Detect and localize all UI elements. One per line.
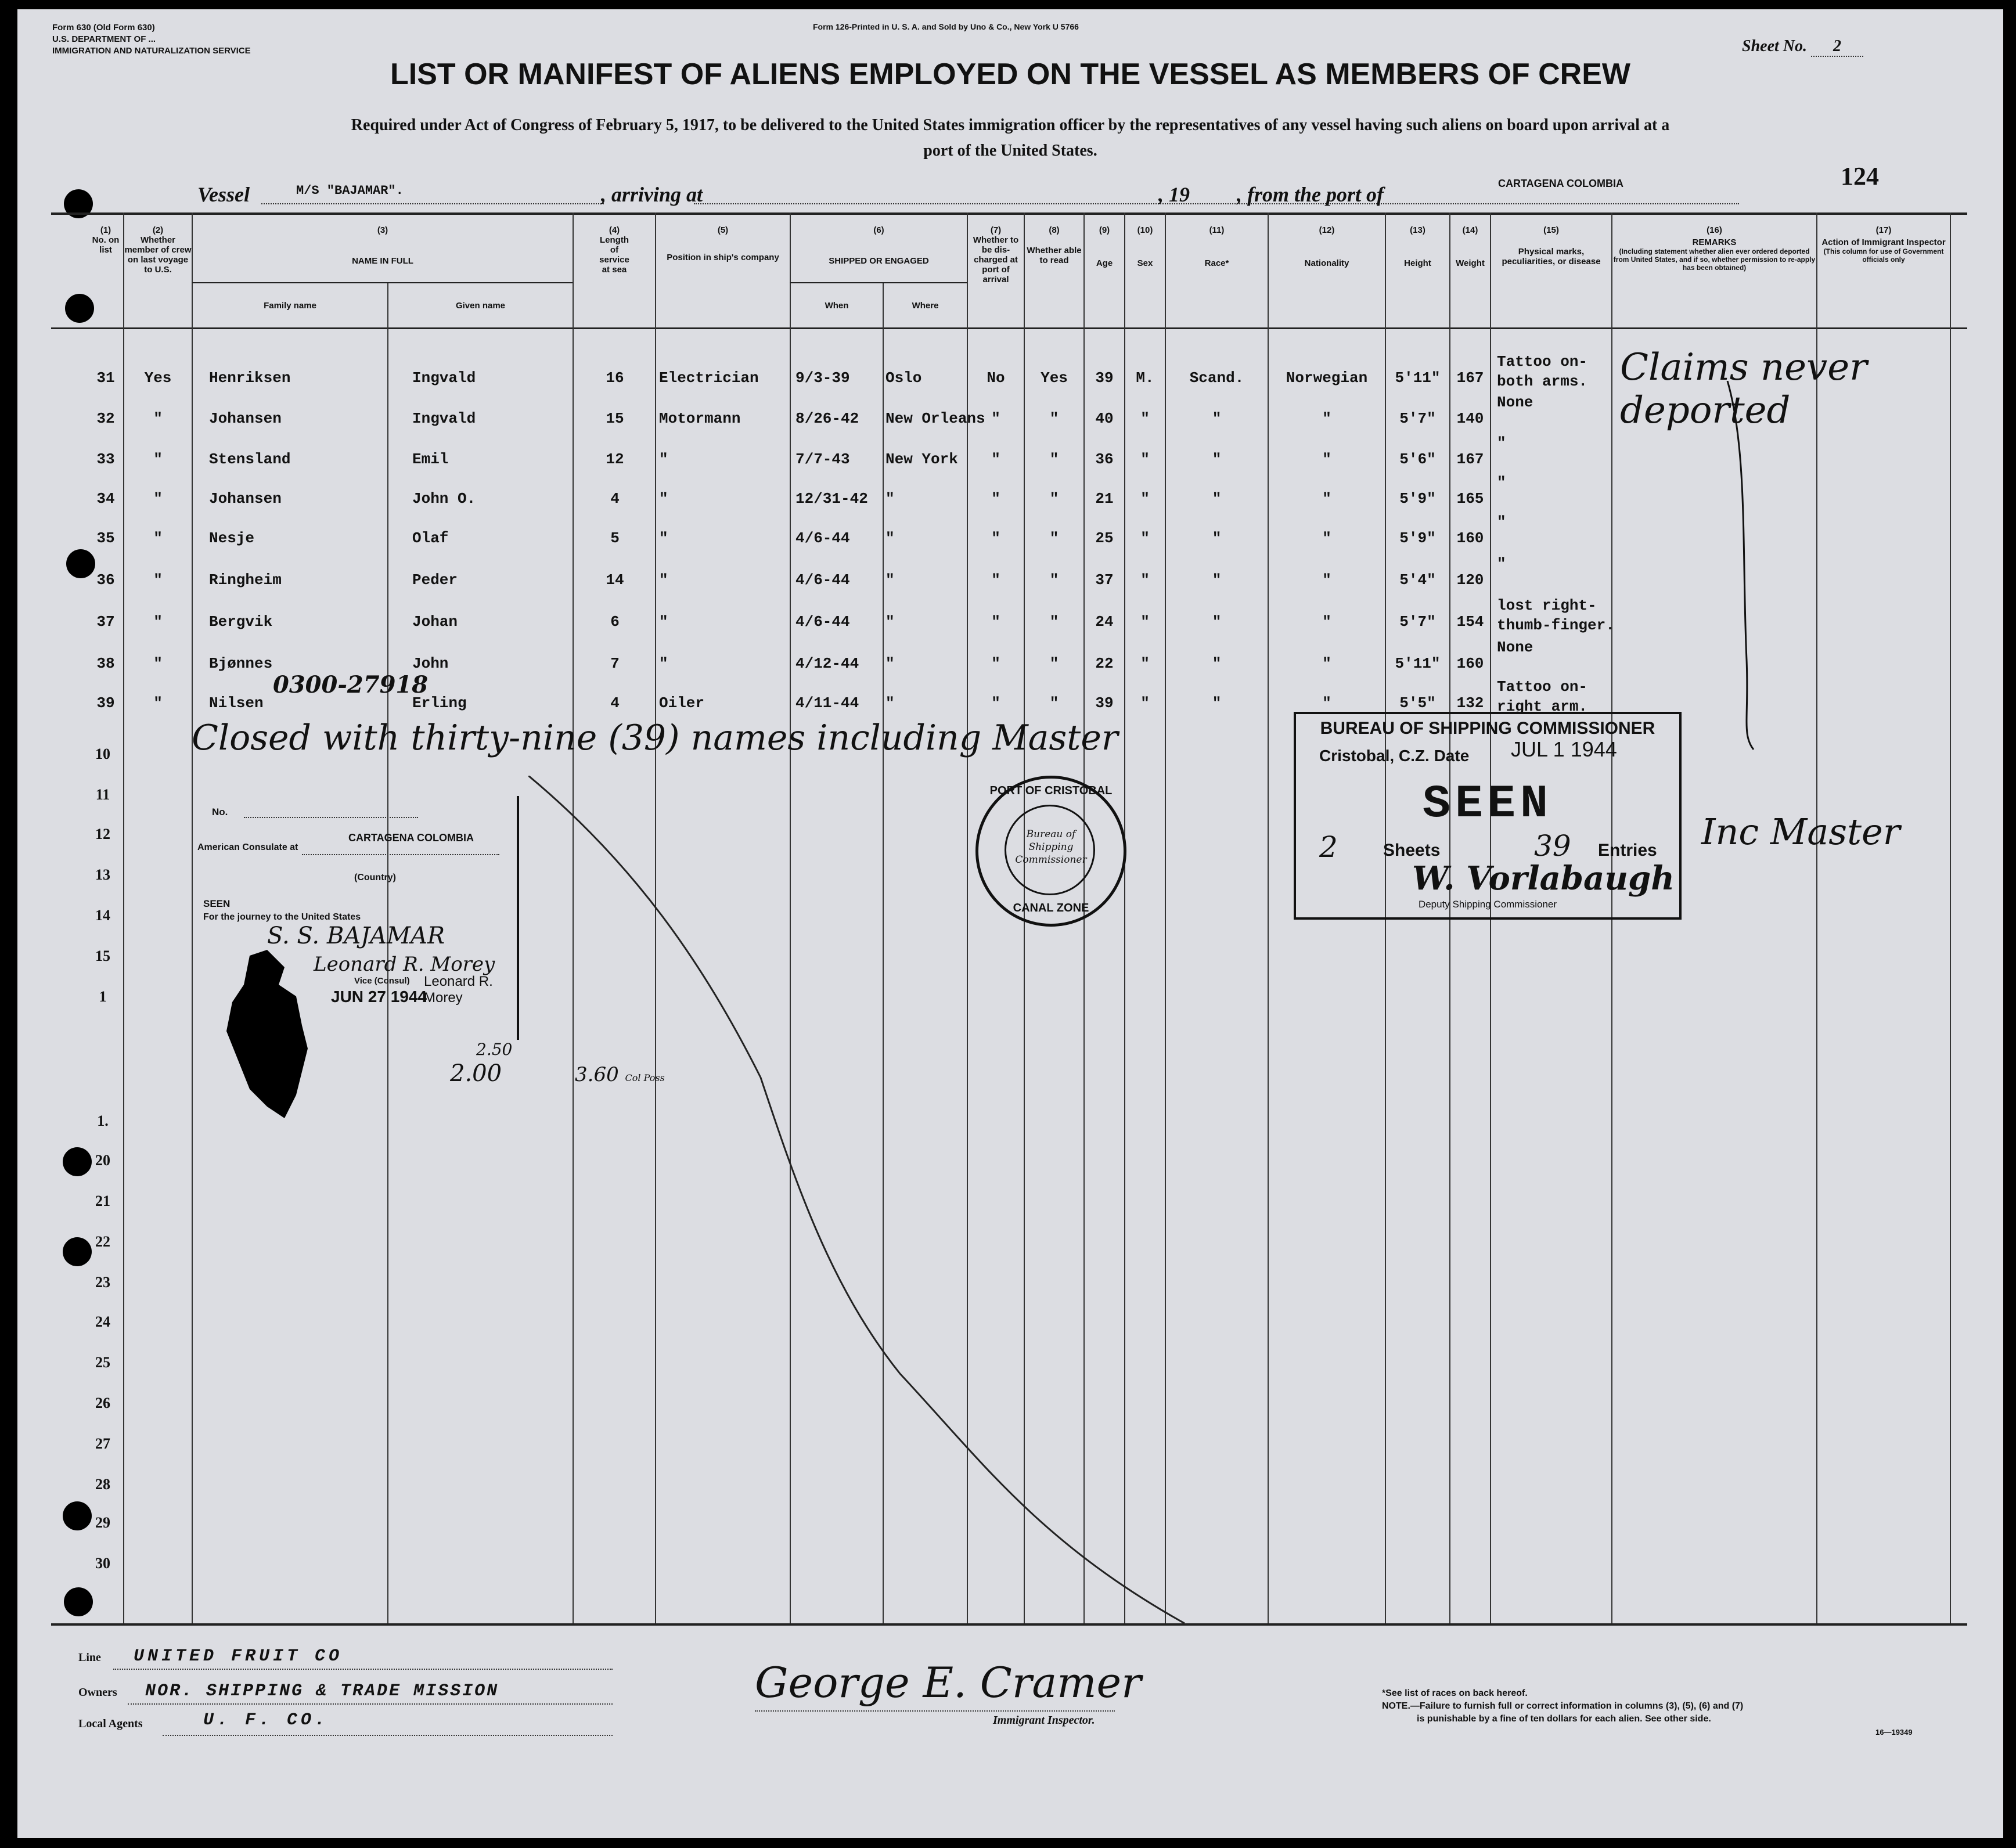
cell-position: " xyxy=(659,451,668,468)
cell-crew: " xyxy=(153,655,163,672)
row-number: 13 xyxy=(95,866,110,883)
cell-given: Johan xyxy=(412,613,458,631)
cell-when: 4/12-44 xyxy=(795,655,859,672)
cell-marks: " xyxy=(1497,474,1506,491)
cell-marks-line2: thumb-finger. xyxy=(1497,617,1615,634)
stamp-number: 124 xyxy=(1841,162,1879,190)
cell-when: 4/6-44 xyxy=(795,571,850,589)
cell-nationality: " xyxy=(1322,613,1331,631)
cell-nationality: " xyxy=(1322,410,1331,427)
cell-discharged: " xyxy=(991,490,1000,507)
consulate-stamp: No. American Consulate at CARTAGENA COLOMBIA (Country) SEEN For the journey to the United States S. S. BAJAMAR Leonard R. Morey Vice (Consul) JUN 27 1944 Leonard R. Morey xyxy=(192,796,519,1040)
cell-given: Peder xyxy=(412,571,458,589)
cell-discharged: " xyxy=(991,529,1000,547)
cell-position: Oiler xyxy=(659,694,705,712)
row-number: 10 xyxy=(95,745,110,762)
cell-height: 5'9" xyxy=(1399,529,1436,547)
cell-given: Ingvald xyxy=(412,410,476,427)
cell-race: " xyxy=(1212,410,1222,427)
cell-family: Stensland xyxy=(209,451,291,468)
cell-marks: lost right- xyxy=(1497,597,1597,614)
cell-marks: None xyxy=(1497,394,1533,411)
cell-race: " xyxy=(1212,451,1222,468)
cell-crew: " xyxy=(153,694,163,712)
cell-height: 5'11" xyxy=(1395,369,1441,387)
cell-no: 35 xyxy=(96,529,115,547)
cell-service: 6 xyxy=(610,613,620,631)
cell-nationality: " xyxy=(1322,529,1331,547)
cell-service: 16 xyxy=(606,369,624,387)
col-discharged-header: (7) Whether to be dis-charged at port of arrival xyxy=(973,225,1019,284)
cell-marks: Tattoo on- xyxy=(1497,353,1588,370)
cell-age: 24 xyxy=(1095,613,1114,631)
cell-given: Emil xyxy=(412,451,449,468)
cell-service: 4 xyxy=(610,694,620,712)
row-number: 15 xyxy=(95,948,110,964)
cell-height: 5'6" xyxy=(1399,451,1436,468)
cell-discharged: No xyxy=(987,369,1005,387)
row-number: 22 xyxy=(95,1233,110,1250)
cell-given: John O. xyxy=(412,490,476,507)
cell-no: 38 xyxy=(96,655,115,672)
cell-race: " xyxy=(1212,694,1222,712)
col-read-header: (8) Whether able to read xyxy=(1027,225,1082,265)
cell-read: " xyxy=(1049,694,1059,712)
inc-master-note: Inc Master xyxy=(1701,810,1900,853)
fee-3: 3.60 Col Poss xyxy=(575,1063,665,1086)
cell-crew: " xyxy=(153,410,163,427)
cell-weight: 154 xyxy=(1456,613,1484,631)
arriving-label: , arriving at xyxy=(601,183,703,206)
seal-ink-blot xyxy=(215,950,331,1124)
cell-marks: " xyxy=(1497,434,1506,452)
cell-family: Ringheim xyxy=(209,571,282,589)
file-number: 0300-27918 xyxy=(273,671,429,698)
cell-weight: 132 xyxy=(1456,694,1484,712)
col-given-name-header: Given name xyxy=(455,301,506,311)
cell-age: 39 xyxy=(1095,369,1114,387)
cell-where: " xyxy=(885,490,895,507)
cell-crew: " xyxy=(153,490,163,507)
remarks-ditto-line xyxy=(1725,381,1771,752)
col-nationality-header: (12) Nationality xyxy=(1304,225,1349,268)
cell-family: Bjønnes xyxy=(209,655,273,672)
cell-crew: " xyxy=(153,613,163,631)
cell-position: Electrician xyxy=(659,369,759,387)
cell-race: " xyxy=(1212,529,1222,547)
cell-age: 39 xyxy=(1095,694,1114,712)
row-number: 20 xyxy=(95,1152,110,1169)
cell-service: 7 xyxy=(610,655,620,672)
cell-weight: 140 xyxy=(1456,410,1484,427)
cell-when: 7/7-43 xyxy=(795,451,850,468)
col-where-header: Where xyxy=(912,301,939,311)
row-number: 24 xyxy=(95,1313,110,1330)
cell-read: " xyxy=(1049,451,1059,468)
cell-position: " xyxy=(659,655,668,672)
cell-race: " xyxy=(1212,613,1222,631)
cell-no: 32 xyxy=(96,410,115,427)
cell-nationality: " xyxy=(1322,490,1331,507)
col-name-header: (3) NAME IN FULL xyxy=(352,225,413,266)
manifest-sheet xyxy=(17,9,2003,1838)
cell-nationality: Norwegian xyxy=(1286,369,1368,387)
row-number: 1. xyxy=(97,1112,109,1129)
cell-no: 37 xyxy=(96,613,115,631)
cell-nationality: " xyxy=(1322,655,1331,672)
cell-position: " xyxy=(659,529,668,547)
cell-service: 5 xyxy=(610,529,620,547)
cell-marks: " xyxy=(1497,555,1506,572)
footer-notes: *See list of races on back hereof. NOTE.—Failure to furnish full or correct information in columns (3), (5), (6) and (7) is punishable by a fine of ten dollars for each alien. See other side. xyxy=(1382,1688,1744,1724)
footer-owners-label: Owners xyxy=(78,1686,117,1699)
cell-discharged: " xyxy=(991,655,1000,672)
port-of-cristobal-seal: PORT OF CRISTOBAL CANAL ZONE Bureau of Shipping Commissioner xyxy=(975,776,1126,927)
cell-weight: 167 xyxy=(1456,369,1484,387)
punch-hole xyxy=(63,1147,92,1176)
cell-sex: " xyxy=(1140,451,1150,468)
cell-family: Henriksen xyxy=(209,369,291,387)
cell-when: 4/6-44 xyxy=(795,613,850,631)
vessel-name: M/S "BAJAMAR". xyxy=(296,183,404,198)
cell-no: 34 xyxy=(96,490,115,507)
cell-sex: " xyxy=(1140,410,1150,427)
cell-where: New York xyxy=(885,451,958,468)
cell-weight: 160 xyxy=(1456,655,1484,672)
closing-note: Closed with thirty-nine (39) names including Master xyxy=(192,718,1118,758)
cell-age: 22 xyxy=(1095,655,1114,672)
inspector-label: Immigrant Inspector. xyxy=(993,1714,1095,1727)
cell-position: " xyxy=(659,490,668,507)
cell-crew: " xyxy=(153,529,163,547)
row-number: 12 xyxy=(95,826,110,842)
col-age-header: (9) Age xyxy=(1096,225,1113,268)
from-port-value: CARTAGENA COLOMBIA xyxy=(1498,178,1623,189)
footer-agents-label: Local Agents xyxy=(78,1717,143,1730)
cell-read: " xyxy=(1049,529,1059,547)
footer-owners-value: NOR. SHIPPING & TRADE MISSION xyxy=(145,1681,499,1701)
cell-no: 36 xyxy=(96,571,115,589)
cell-sex: " xyxy=(1140,655,1150,672)
page-title: LIST OR MANIFEST OF ALIENS EMPLOYED ON THE VESSEL AS MEMBERS OF CREW xyxy=(390,57,1630,91)
inspector-signature: George E. Cramer xyxy=(755,1658,1142,1707)
cell-race: Scand. xyxy=(1189,369,1244,387)
cell-height: 5'4" xyxy=(1399,571,1436,589)
col-weight-header: (14) Weight xyxy=(1456,225,1485,268)
cell-where: New Orleans xyxy=(885,410,985,427)
cell-height: 5'7" xyxy=(1399,613,1436,631)
col-race-header: (11) Race* xyxy=(1204,225,1229,268)
sheet-number: Sheet No. 2 xyxy=(1742,37,1863,57)
row-number: 14 xyxy=(95,907,110,924)
col-remarks-header: (16) REMARKS (Including statement whether alien ever ordered deported from United States, and if so, whether permission to re-apply has been obtained) xyxy=(1613,225,1816,272)
year-label: , 19 xyxy=(1158,183,1190,206)
cell-marks-line2: both arms. xyxy=(1497,373,1588,390)
cell-no: 31 xyxy=(96,369,115,387)
row-number: 25 xyxy=(95,1354,110,1371)
fee-1: 2.50 xyxy=(476,1040,513,1059)
cell-nationality: " xyxy=(1322,451,1331,468)
cell-crew: Yes xyxy=(144,369,172,387)
col-height-header: (13) Height xyxy=(1404,225,1431,268)
cell-family: Nesje xyxy=(209,529,255,547)
col-service-header: (4) Length of service at sea xyxy=(599,225,629,275)
cell-age: 37 xyxy=(1095,571,1114,589)
cell-weight: 165 xyxy=(1456,490,1484,507)
row-number: 29 xyxy=(95,1514,110,1531)
cell-height: 5'11" xyxy=(1395,655,1441,672)
vessel-label: Vessel xyxy=(197,183,250,206)
cell-when: 4/11-44 xyxy=(795,694,859,712)
cell-height: 5'7" xyxy=(1399,410,1436,427)
col-when-header: When xyxy=(825,301,849,311)
cell-no: 33 xyxy=(96,451,115,468)
cell-marks: Tattoo on- xyxy=(1497,678,1588,696)
cell-service: 15 xyxy=(606,410,624,427)
cell-family: Nilsen xyxy=(209,694,264,712)
page-subtitle: Required under Act of Congress of February 5, 1917, to be delivered to the United States immigration officer by the representatives of any vessel having such aliens on board upon arrival at a port of the United States. xyxy=(351,116,1670,160)
footer-agents-value: U. F. CO. xyxy=(203,1710,329,1730)
cell-race: " xyxy=(1212,571,1222,589)
cell-when: 8/26-42 xyxy=(795,410,859,427)
row-number: 11 xyxy=(95,786,110,803)
cell-where: Oslo xyxy=(885,369,922,387)
printer-line: Form 126-Printed in U. S. A. and Sold by Uno & Co., New York U 5766 xyxy=(813,22,1079,31)
row-number: 27 xyxy=(95,1435,110,1452)
cell-service: 14 xyxy=(606,571,624,589)
cell-service: 4 xyxy=(610,490,620,507)
form-corner-label: Form 630 (Old Form 630) U.S. DEPARTMENT OF ... IMMIGRATION AND NATURALIZATION SERVICE xyxy=(52,23,251,56)
cell-read: " xyxy=(1049,571,1059,589)
cell-service: 12 xyxy=(606,451,624,468)
cell-crew: " xyxy=(153,571,163,589)
cell-race: " xyxy=(1212,655,1222,672)
row-number: 30 xyxy=(95,1555,110,1572)
row-number: 28 xyxy=(95,1476,110,1493)
cell-age: 40 xyxy=(1095,410,1114,427)
cell-age: 36 xyxy=(1095,451,1114,468)
cell-nationality: " xyxy=(1322,571,1331,589)
col-crew-header: (2) Whether member of crew on last voyage to U.S. xyxy=(124,225,192,275)
cell-marks: " xyxy=(1497,513,1506,531)
cell-nationality: " xyxy=(1322,694,1331,712)
cell-age: 25 xyxy=(1095,529,1114,547)
cell-where: " xyxy=(885,613,895,631)
cell-given: John xyxy=(412,655,449,672)
cell-when: 4/6-44 xyxy=(795,529,850,547)
cell-discharged: " xyxy=(991,410,1000,427)
row-number: 23 xyxy=(95,1274,110,1291)
cell-sex: " xyxy=(1140,490,1150,507)
row-number: 1 xyxy=(99,988,107,1005)
cell-marks: None xyxy=(1497,639,1533,656)
row-number: 26 xyxy=(95,1395,110,1411)
remarks-handwriting: Claims never deported xyxy=(1620,346,1867,432)
cell-race: " xyxy=(1212,490,1222,507)
cell-read: " xyxy=(1049,613,1059,631)
cell-read: " xyxy=(1049,490,1059,507)
cell-family: Johansen xyxy=(209,490,282,507)
cell-sex: M. xyxy=(1136,369,1154,387)
cell-discharged: " xyxy=(991,694,1000,712)
bureau-of-shipping-stamp: BUREAU OF SHIPPING COMMISSIONER Cristobal, C.Z. Date JUL 1 1944 SEEN 2 Sheets 39 Entries W. Vorlabaugh Deputy Shipping Commissioner xyxy=(1294,712,1682,920)
cell-weight: 120 xyxy=(1456,571,1484,589)
punch-hole xyxy=(64,1587,93,1616)
punch-hole xyxy=(63,1501,92,1530)
cell-sex: " xyxy=(1140,694,1150,712)
cell-sex: " xyxy=(1140,613,1150,631)
col-position-header: (5) Position in ship's company xyxy=(667,225,779,262)
cell-weight: 160 xyxy=(1456,529,1484,547)
fee-2: 2.00 xyxy=(450,1060,502,1087)
cell-read: " xyxy=(1049,655,1059,672)
col-action-header: (17) Action of Immigrant Inspector (This column for use of Government officials only xyxy=(1821,225,1946,264)
cell-height: 5'5" xyxy=(1399,694,1436,712)
cell-given: Olaf xyxy=(412,529,449,547)
col-family-name-header: Family name xyxy=(264,301,316,311)
cell-height: 5'9" xyxy=(1399,490,1436,507)
cell-discharged: " xyxy=(991,613,1000,631)
cell-position: Motormann xyxy=(659,410,741,427)
form-code: 16—19349 xyxy=(1875,1728,1913,1737)
cell-no: 39 xyxy=(96,694,115,712)
cell-where: " xyxy=(885,694,895,712)
col-shipped-header: (6) SHIPPED OR ENGAGED xyxy=(829,225,929,266)
cell-given: Erling xyxy=(412,694,467,712)
cell-where: " xyxy=(885,655,895,672)
cell-sex: " xyxy=(1140,529,1150,547)
cell-when: 12/31-42 xyxy=(795,490,868,507)
punch-hole xyxy=(65,294,94,323)
cell-family: Johansen xyxy=(209,410,282,427)
col-no-header: (1) No. on list xyxy=(92,225,120,255)
cell-read: Yes xyxy=(1041,369,1068,387)
cell-read: " xyxy=(1049,410,1059,427)
punch-hole xyxy=(63,1237,92,1266)
cell-marks-line2: right arm. xyxy=(1497,698,1588,715)
cell-when: 9/3-39 xyxy=(795,369,850,387)
cell-where: " xyxy=(885,571,895,589)
cell-discharged: " xyxy=(991,571,1000,589)
cell-crew: " xyxy=(153,451,163,468)
cell-family: Bergvik xyxy=(209,613,273,631)
row-number: 21 xyxy=(95,1193,110,1209)
cell-age: 21 xyxy=(1095,490,1114,507)
footer-line-value: UNITED FRUIT CO xyxy=(134,1647,343,1666)
cell-discharged: " xyxy=(991,451,1000,468)
cell-sex: " xyxy=(1140,571,1150,589)
col-marks-header: (15) Physical marks, peculiarities, or disease xyxy=(1502,225,1601,266)
cell-where: " xyxy=(885,529,895,547)
cell-position: " xyxy=(659,613,668,631)
cell-position: " xyxy=(659,571,668,589)
col-sex-header: (10) Sex xyxy=(1137,225,1153,268)
cell-given: Ingvald xyxy=(412,369,476,387)
footer-line-label: Line xyxy=(78,1651,101,1664)
cell-weight: 167 xyxy=(1456,451,1484,468)
from-port-label: , from the port of xyxy=(1237,183,1384,206)
